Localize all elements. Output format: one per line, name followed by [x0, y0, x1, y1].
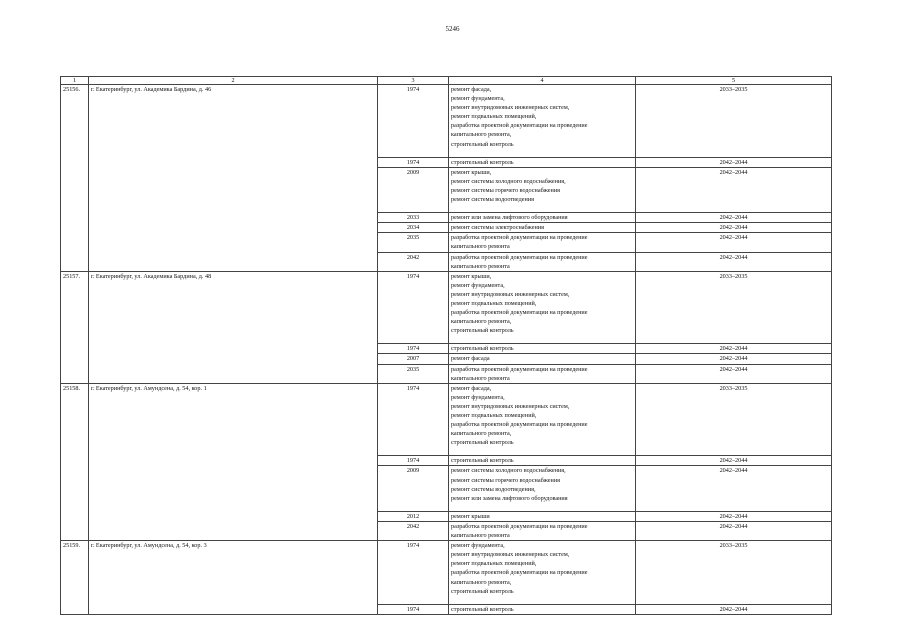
period-cell: 2042–2044 — [636, 344, 832, 354]
work-item: ремонт или замена лифтового оборудования — [451, 494, 568, 502]
work-item: капитального ремонта, — [451, 430, 512, 438]
work-item: строительный контроль — [451, 345, 514, 353]
year-cell: 1974 — [378, 271, 449, 344]
works-cell — [449, 344, 636, 354]
work-item: ремонт внутридомовых инженерных систем, — [451, 104, 570, 112]
table-row — [61, 85, 832, 158]
work-item: ремонт системы электроснабжения — [451, 224, 544, 232]
works-cell — [449, 456, 636, 466]
year-cell: 1974 — [378, 604, 449, 614]
column-header: 1 — [61, 77, 89, 85]
column-header: 3 — [378, 77, 449, 85]
work-item: ремонт крыши, — [451, 272, 492, 280]
work-item: ремонт системы холодного водоснабжения, — [451, 467, 566, 475]
cell-spacer — [451, 596, 633, 604]
works-cell — [449, 213, 636, 223]
works-cell — [449, 541, 636, 605]
year-cell: 2009 — [378, 466, 449, 511]
work-item: ремонт системы водоотведения — [451, 196, 534, 204]
cell-spacer — [451, 503, 633, 511]
works-cell — [449, 354, 636, 364]
period-cell: 2033–2035 — [636, 541, 832, 605]
year-cell: 1974 — [378, 383, 449, 456]
work-item: строительный контроль — [451, 158, 514, 166]
cell-spacer — [451, 335, 633, 343]
period-cell: 2042–2044 — [636, 364, 832, 383]
cell-spacer — [451, 447, 633, 455]
building-address: г. Екатеринбург, ул. Амундсена, д. 54, кор. 3 — [89, 541, 378, 615]
building-address: г. Екатеринбург, ул. Амундсена, д. 54, кор. 1 — [89, 383, 378, 540]
work-item: капитального ремонта, — [451, 578, 512, 586]
table-row — [61, 541, 832, 605]
year-cell: 2042 — [378, 252, 449, 271]
work-item: ремонт системы водоотведения, — [451, 485, 536, 493]
work-item: ремонт подвальных помещений, — [451, 560, 537, 568]
column-header: 5 — [636, 77, 832, 85]
period-cell: 2042–2044 — [636, 167, 832, 212]
work-item: ремонт фундамента, — [451, 542, 505, 550]
work-item: ремонт внутридомовых инженерных систем, — [451, 290, 570, 298]
works-cell — [449, 271, 636, 344]
work-item: ремонт подвальных помещений, — [451, 113, 537, 121]
work-item: строительный контроль — [451, 140, 514, 148]
work-item: разработка проектной документации на проведение — [451, 421, 588, 429]
work-item: разработка проектной документации на проведение — [451, 569, 588, 577]
year-cell: 1974 — [378, 456, 449, 466]
works-cell — [449, 604, 636, 614]
works-cell — [449, 85, 636, 158]
building-address: г. Екатеринбург, ул. Академика Бардина, д. 48 — [89, 271, 378, 383]
work-item: строительный контроль — [451, 457, 514, 465]
work-item: ремонт фундамента, — [451, 281, 505, 289]
works-cell — [449, 223, 636, 233]
period-cell: 2033–2035 — [636, 383, 832, 456]
work-item: ремонт фундамента, — [451, 95, 505, 103]
work-item: ремонт подвальных помещений, — [451, 299, 537, 307]
work-item: капитального ремонта, — [451, 318, 512, 326]
works-cell — [449, 466, 636, 511]
building-number: 25159. — [61, 541, 89, 615]
work-item: капитального ремонта — [451, 243, 510, 251]
work-item: ремонт крыши, — [451, 168, 492, 176]
work-item: строительный контроль — [451, 587, 514, 595]
building-number: 25158. — [61, 383, 89, 540]
year-cell: 2033 — [378, 213, 449, 223]
work-item: строительный контроль — [451, 327, 514, 335]
column-header: 4 — [449, 77, 636, 85]
building-number: 25156. — [61, 85, 89, 272]
column-header: 2 — [89, 77, 378, 85]
work-item: ремонт или замена лифтового оборудования — [451, 214, 568, 222]
period-cell: 2042–2044 — [636, 252, 832, 271]
work-item: ремонт подвальных помещений, — [451, 412, 537, 419]
works-cell — [449, 157, 636, 167]
column-number-row — [61, 77, 832, 85]
works-cell — [449, 252, 636, 271]
work-item: капитального ремонта, — [451, 131, 512, 139]
work-item: разработка проектной документации на проведение — [451, 365, 588, 373]
year-cell: 1974 — [378, 344, 449, 354]
work-item: ремонт фасада, — [451, 384, 492, 392]
work-item: разработка проектной документации на проведение — [451, 253, 588, 261]
period-cell: 2042–2044 — [636, 511, 832, 521]
work-item: ремонт крыши — [451, 512, 490, 520]
work-item: капитального ремонта — [451, 262, 510, 270]
work-item: строительный контроль — [451, 605, 514, 613]
work-item: разработка проектной документации на проведение — [451, 122, 588, 130]
cell-spacer — [451, 204, 633, 212]
work-item: ремонт внутридомовых инженерных систем, — [451, 402, 570, 410]
work-item: ремонт фундамента, — [451, 393, 505, 401]
table-row — [61, 271, 832, 344]
works-cell — [449, 383, 636, 456]
year-cell: 2012 — [378, 511, 449, 521]
year-cell: 2042 — [378, 521, 449, 540]
year-cell: 2009 — [378, 167, 449, 212]
period-cell: 2033–2035 — [636, 85, 832, 158]
year-cell: 2034 — [378, 223, 449, 233]
work-item: ремонт фасада — [451, 355, 490, 363]
work-item: ремонт внутридомовых инженерных систем, — [451, 551, 570, 559]
cell-spacer — [451, 149, 633, 157]
work-item: капитального ремонта — [451, 374, 510, 382]
period-cell: 2042–2044 — [636, 456, 832, 466]
work-item: строительный контроль — [451, 439, 514, 447]
work-item: разработка проектной документации на проведение — [451, 234, 588, 242]
works-cell — [449, 233, 636, 252]
work-item: ремонт системы горячего водоснабжения — [451, 186, 560, 194]
work-item: капитального ремонта — [451, 532, 510, 540]
period-cell: 2042–2044 — [636, 466, 832, 511]
works-cell — [449, 167, 636, 212]
period-cell: 2042–2044 — [636, 223, 832, 233]
period-cell: 2042–2044 — [636, 354, 832, 364]
year-cell: 1974 — [378, 85, 449, 158]
work-item: разработка проектной документации на проведение — [451, 309, 588, 317]
works-cell — [449, 511, 636, 521]
work-item: ремонт системы горячего водоснабжения — [451, 476, 560, 484]
work-item: разработка проектной документации на проведение — [451, 522, 588, 530]
capital-repair-table — [60, 76, 832, 615]
page-number: 5246 — [445, 25, 460, 33]
period-cell: 2042–2044 — [636, 233, 832, 252]
year-cell: 2007 — [378, 354, 449, 364]
year-cell: 1974 — [378, 157, 449, 167]
table-row — [61, 383, 832, 456]
year-cell: 2035 — [378, 364, 449, 383]
building-address: г. Екатеринбург, ул. Академика Бардина, д. 46 — [89, 85, 378, 272]
work-item: ремонт фасада, — [451, 86, 492, 93]
year-cell: 2035 — [378, 233, 449, 252]
period-cell: 2042–2044 — [636, 604, 832, 614]
period-cell: 2042–2044 — [636, 213, 832, 223]
year-cell: 1974 — [378, 541, 449, 605]
building-number: 25157. — [61, 271, 89, 383]
period-cell: 2033–2035 — [636, 271, 832, 344]
period-cell: 2042–2044 — [636, 157, 832, 167]
period-cell: 2042–2044 — [636, 521, 832, 540]
works-cell — [449, 521, 636, 540]
works-cell — [449, 364, 636, 383]
work-item: ремонт системы холодного водоснабжения, — [451, 177, 566, 185]
